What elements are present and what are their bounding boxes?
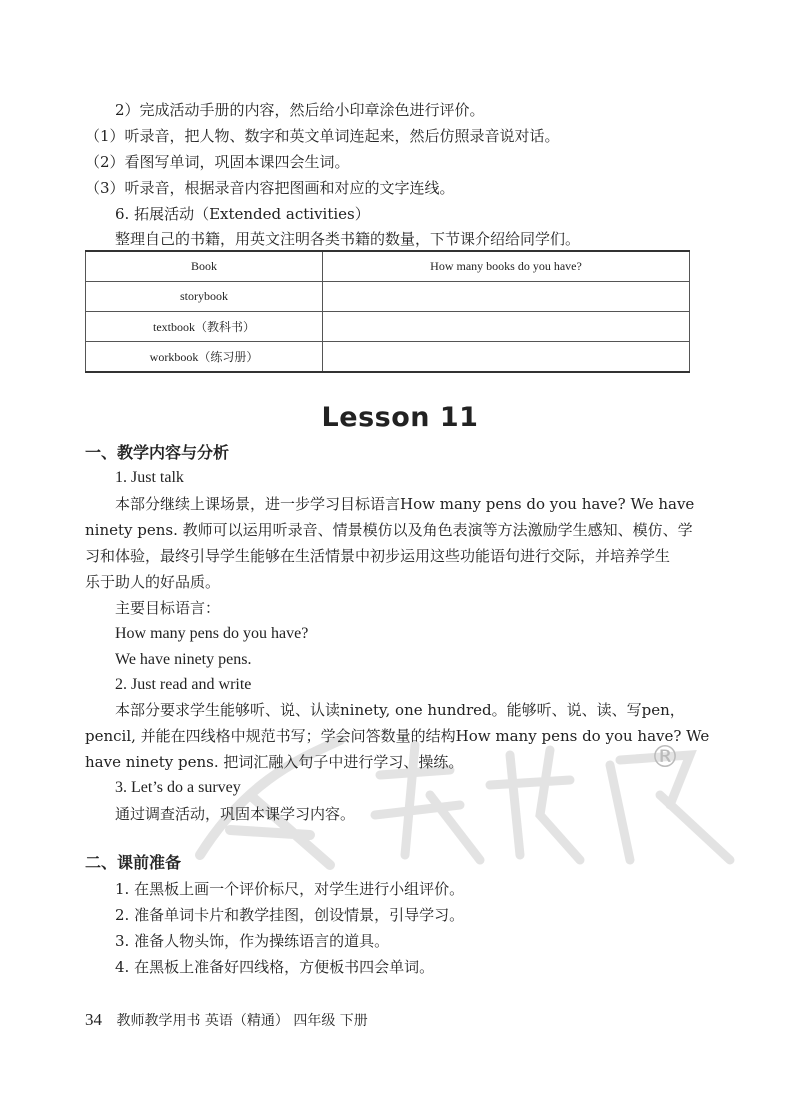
table-cell-count	[323, 342, 690, 373]
preparation-item: 4. 在黑板上准备好四线格，方便板书四会单词。	[115, 958, 435, 976]
paragraph-line: have ninety pens. 把词汇融入句子中进行学习、操练。	[85, 753, 464, 771]
page-footer	[85, 1010, 368, 1030]
preparation-item: 1. 在黑板上画一个评价标尺，对学生进行小组评价。	[115, 880, 465, 898]
activity-sub-2: （2）看图写单词，巩固本课四会生词。	[85, 153, 350, 171]
table-row	[86, 282, 690, 312]
activity-sub-3: （3）听录音，根据录音内容把图画和对应的文字连线。	[85, 179, 455, 197]
registered-mark: ®	[650, 740, 680, 775]
table-cell-count	[323, 312, 690, 342]
item-just-read-write: 2. Just read and write	[115, 676, 252, 693]
lesson-title: Lesson 11	[321, 402, 479, 433]
paragraph-line: ninety pens. 教师可以运用听录音、情景模仿以及角色表演等方法激励学生感知、模仿、学	[85, 521, 693, 539]
table-row	[86, 342, 690, 373]
target-sentence: We have ninety pens.	[115, 651, 252, 668]
table-cell-book: workbook（练习册）	[86, 342, 323, 373]
page-number: 34	[85, 1010, 102, 1029]
table-row	[86, 312, 690, 342]
paragraph-line: 本部分要求学生能够听、说、认读ninety, one hundred。能够听、说、读、写pen，	[115, 701, 685, 719]
item-just-talk: 1. Just talk	[115, 469, 184, 486]
extended-activities-text: 整理自己的书籍，用英文注明各类书籍的数量，下节课介绍给同学们。	[115, 230, 581, 248]
table-header-book: Book	[86, 251, 323, 282]
paragraph-line: 本部分继续上课场景，进一步学习目标语言How many pens do you have? We have	[115, 495, 695, 513]
section-heading-content: 一、教学内容与分析	[85, 443, 230, 462]
paragraph-line: pencil, 并能在四线格中规范书写；学会问答数量的结构How many pens do you have? We	[85, 727, 710, 745]
table-cell-count	[323, 282, 690, 312]
target-sentence: How many pens do you have?	[115, 625, 309, 642]
paragraph-line: 乐于助人的好品质。	[85, 573, 221, 591]
target-language-label: 主要目标语言：	[115, 599, 221, 617]
paragraph-line: 通过调查活动，巩固本课学习内容。	[115, 805, 356, 823]
preparation-item: 2. 准备单词卡片和教学挂图，创设情景，引导学习。	[115, 906, 465, 924]
table-header-row	[86, 251, 690, 282]
table-header-count: How many books do you have?	[323, 251, 690, 282]
activity-step-2: 2）完成活动手册的内容，然后给小印章涂色进行评价。	[115, 101, 485, 119]
activity-sub-1: （1）听录音，把人物、数字和英文单词连起来，然后仿照录音说对话。	[85, 127, 560, 145]
preparation-item: 3. 准备人物头饰，作为操练语言的道具。	[115, 932, 390, 950]
extended-activities-heading: 6. 拓展活动（Extended activities）	[115, 205, 370, 223]
item-survey: 3. Let’s do a survey	[115, 779, 241, 796]
section-heading-preparation: 二、课前准备	[85, 853, 182, 872]
paragraph-line: 习和体验，最终引导学生能够在生活情景中初步运用这些功能语句进行交际，并培养学生	[85, 547, 671, 565]
book-title: 教师教学用书 英语（精通） 四年级 下册	[116, 1013, 368, 1029]
book-count-table	[85, 250, 690, 373]
table-cell-book: storybook	[86, 282, 323, 312]
table-cell-book: textbook（教科书）	[86, 312, 323, 342]
